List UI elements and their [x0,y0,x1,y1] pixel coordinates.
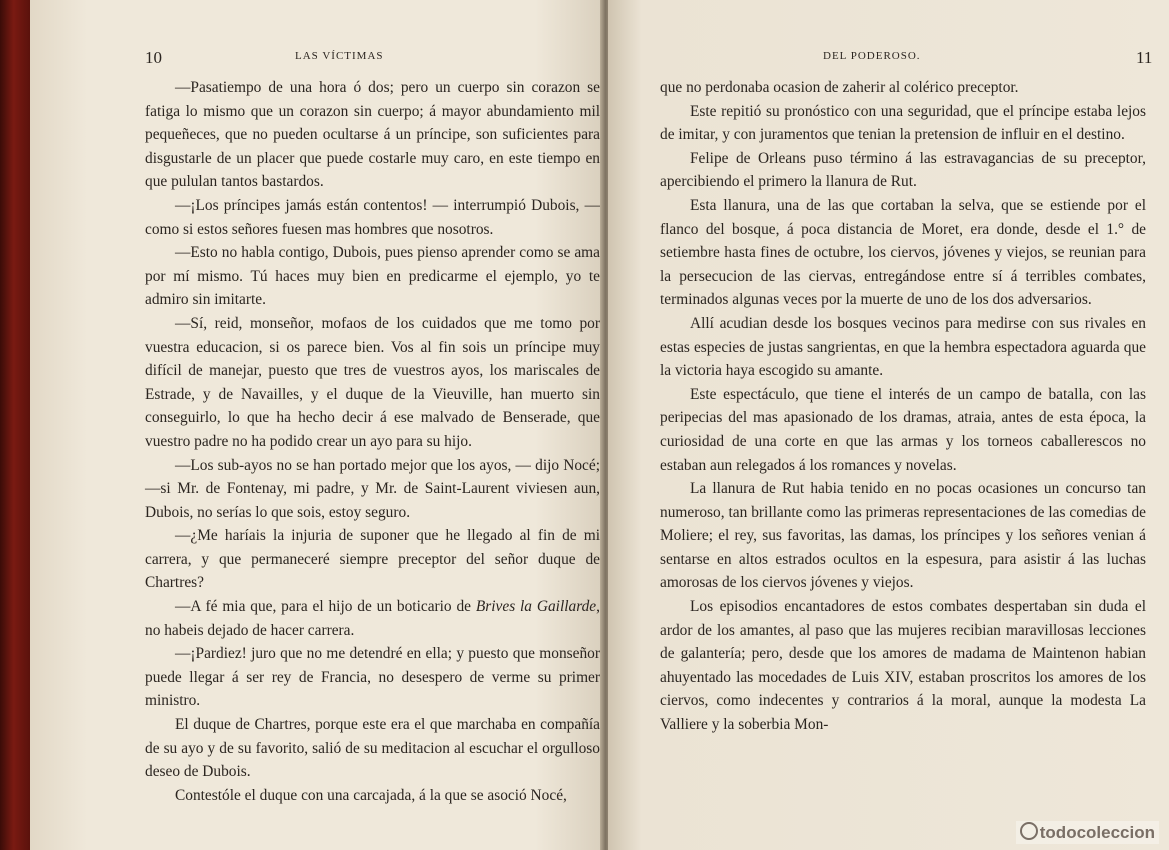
right-page-text [660,76,1146,737]
paragraph: —¡Pardiez! juro que no me detendré en ella; y puesto que monseñor puede llegar á ser rey de Francia, no desespero de verme su primer ministro. [145,645,600,710]
paragraph: Contestóle el duque con una carcajada, á la que se asoció Nocé, [175,786,567,804]
paragraph: Los episodios encantadores de estos combates despertaban sin duda el ardor de los amantes, al paso que las mujeres recibian maravillosas lecciones de galantería; pero, desde que los amores de madama de Maintenon habian ahuyentado las mocedades de Luis XIV, estaban proscritos los amores de los ciervos, como indecentes y contrarios á la moral, aunque la modesta La Valliere y la soberbia Mon- [660,598,1146,734]
watermark-text: todocoleccion [1039,823,1155,842]
left-page-text [145,76,600,807]
paragraph: —Pasatiempo de una hora ó dos; pero un cuerpo sin corazon se fatiga lo mismo que un corazon sin cuerpo; á mayor abundamiento mil pequeñeces, que no pueden ocultarse á un príncipe, son suficientes para disgustarle de un placer que puede costarle muy caro, en este tiempo en que pululan tantos bastardos. [145,79,600,191]
italic-place-name: Brives la Gaillarde [475,598,597,616]
left-running-head: LAS VÍCTIMAS [295,50,384,62]
right-page [608,0,1169,850]
left-page-number: 10 [145,48,162,67]
left-page [30,0,604,850]
paragraph: Allí acudian desde los bosques vecinos para medirse con sus rivales en estas especies de justas sangrientas, en que la hembra espectadora aguarda que la victoria haya escogido su amante. [660,314,1146,380]
paragraph: Felipe de Orleans puso término á las estravagancias de su preceptor, apercibiendo el primero la llanura de Rut. [660,149,1146,191]
paragraph: Este espectáculo, que tiene el interés de un campo de batalla, con las peripecias del mas apasionado de los dramas, atraia, antes de esta época, la curiosidad de una corte en que las armas y los torneos caballerescos no estaban aun relegados á los romances y novelas. [660,385,1146,474]
paragraph: —Los sub-ayos no se han portado mejor que los ayos, — dijo Nocé; —si Mr. de Fontenay, mi padre, y Mr. de Saint-Laurent viviesen aun, Dubois, no serías lo que sois, estoy seguro. [145,456,600,521]
paragraph: El duque de Chartres, porque este era el que marchaba en compañía de su ayo y de su favorito, salió de su meditacion al escuchar el orgulloso deseo de Dubois. [145,716,600,781]
paragraph: —¿Me haríais la injuria de suponer que he llegado al fin de mi carrera, y que permaneceré siempre preceptor del señor duque de Chartres? [145,527,600,592]
paragraph: —Esto no habla contigo, Dubois, pues pienso aprender como se ama por mí mismo. Tú haces muy bien en predicarme el ejemplo, yo te admiro sin imitarte. [145,244,600,309]
watermark [1016,821,1159,844]
paragraph-text: —A fé mia que, para el hijo de un boticario de [175,598,476,616]
paragraph [145,595,600,642]
watermark-logo-icon [1020,822,1038,840]
paragraph: Esta llanura, una de las que cortaban la selva, que se estiende por el flanco del bosque, á poca distancia de Moret, era donde, desde el 1.° de setiembre hasta fines de octubre, los ciervos, jóvenes y viejos, se reunian para la persecucion de las ciervas, entregándose entre sí á terribles combates, terminados algunas veces por la muerte de uno de los dos adversarios. [660,196,1146,309]
paragraph-text: , no habeis dejado de hacer carrera. [145,598,600,639]
paragraph: —Sí, reid, monseñor, mofaos de los cuidados que me tomo por vuestra educacion, si os parece bien. Vos al fin sois un príncipe muy difícil de manejar, puesto que tres de vuestros ayos, los mariscales de Estrade, y de Navailles, y el duque de la Vieuville, han muerto sin conseguirlo, lo que ha hecho decir á ese malvado de Benserade, que vuestro padre no ha podido crear un ayo para su hijo. [145,314,600,450]
book-cover-edge [0,0,30,850]
paragraph: Este repitió su pronóstico con una seguridad, que el príncipe estaba lejos de imitar, y con juramentos que tenian la pretension de influir en el destino. [660,102,1146,144]
right-running-head: DEL PODEROSO. [823,50,921,62]
paragraph: La llanura de Rut habia tenido en no pocas ocasiones un concurso tan numeroso, tan brillante como las primeras representaciones de las comedias de Moliere; el rey, sus favoritas, las damas, los príncipes y los señores venian á sentarse en altos estrados ocultos en la espesura, para asistir á las luchas amorosas de los ciervos jóvenes y viejos. [660,480,1146,592]
right-page-number: 11 [1136,48,1153,67]
paragraph: que no perdonaba ocasion de zaherir al colérico preceptor. [660,79,1019,96]
paragraph: —¡Los príncipes jamás están contentos! — interrumpió Dubois, —como si estos señores fuesen mas hombres que nosotros. [145,196,600,238]
